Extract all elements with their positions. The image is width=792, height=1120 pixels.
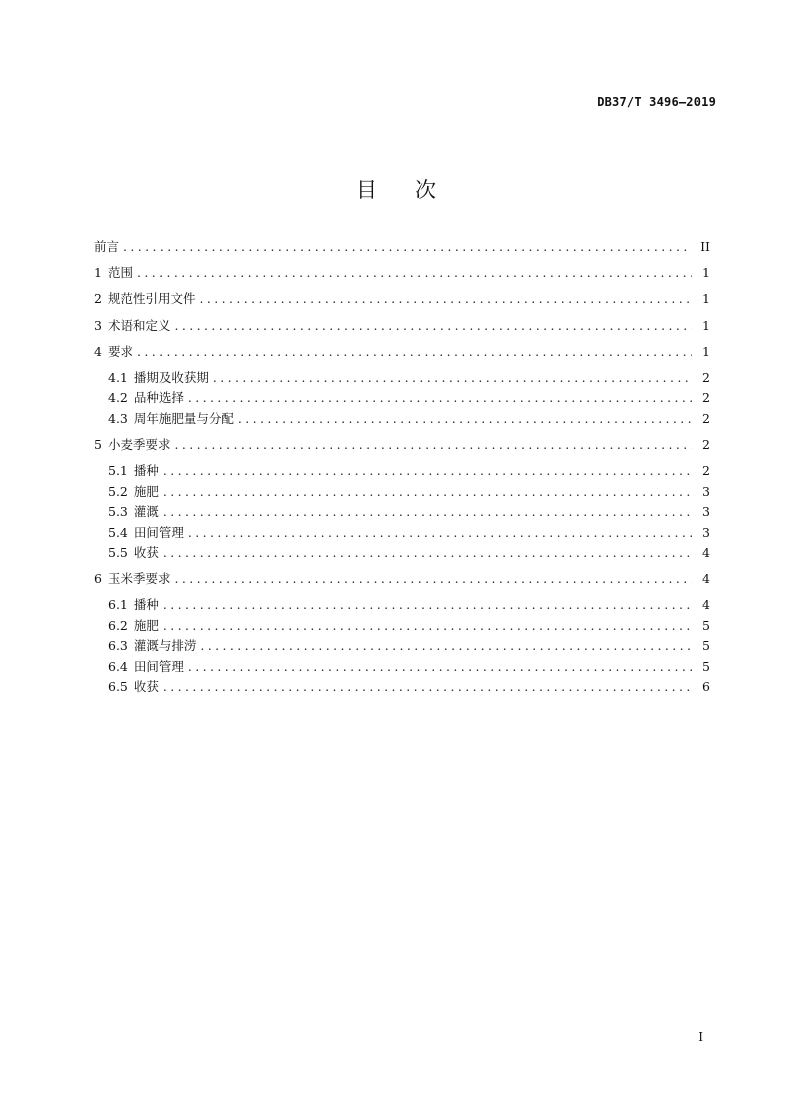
toc-entry-label: 播期及收获期 [133, 370, 209, 385]
toc-entry-number: 4.2 [108, 390, 128, 405]
toc-entry-page: 5 [702, 618, 710, 633]
toc-entry-5-3[interactable] [108, 503, 710, 521]
toc-entry-6-4[interactable] [108, 658, 710, 676]
toc-entry-6[interactable] [94, 570, 710, 588]
toc-entry-page: 2 [702, 411, 710, 426]
toc-entry-4-2[interactable] [108, 389, 710, 407]
toc-leader-dots [163, 678, 692, 696]
toc-entry-6-3[interactable] [108, 637, 710, 655]
toc-entry-3[interactable] [94, 317, 710, 335]
toc-entry-label: 范围 [107, 265, 133, 280]
toc-entry-label: 施肥 [133, 618, 159, 633]
toc-entry-number: 6.5 [108, 679, 128, 694]
toc-entry-label: 周年施肥量与分配 [133, 411, 234, 426]
toc-entry-number: 6.2 [108, 618, 128, 633]
toc-leader-dots [188, 658, 692, 676]
toc-entry-number: 4.3 [108, 411, 128, 426]
toc-entry-page: 4 [702, 545, 710, 560]
toc-entry-page: 4 [702, 571, 710, 586]
toc-leader-dots [163, 462, 692, 480]
toc-leader-dots [188, 524, 692, 542]
toc-entry-label: 玉米季要求 [107, 571, 171, 586]
toc-entry-page: 4 [702, 597, 710, 612]
toc-entry-number: 1 [94, 265, 102, 280]
toc-entry-number: 4 [94, 344, 102, 359]
toc-entry-page: 1 [702, 265, 710, 280]
toc-entry-label: 术语和定义 [107, 318, 171, 333]
toc-entry-5-5[interactable] [108, 544, 710, 562]
toc-entry-5-4[interactable] [108, 524, 710, 542]
toc-entry-5-1[interactable] [108, 462, 710, 480]
toc-entry-page: 2 [702, 463, 710, 478]
toc-entry-1[interactable] [94, 264, 710, 282]
toc-entry-foreword[interactable] [94, 238, 710, 256]
toc-entry-4-3[interactable] [108, 410, 710, 428]
toc-leader-dots [163, 596, 692, 614]
toc-entry-page: 5 [702, 659, 710, 674]
toc-entry-label: 施肥 [133, 484, 159, 499]
toc-entry-label: 收获 [133, 545, 159, 560]
toc-entry-6-5[interactable] [108, 678, 710, 696]
toc-entry-page: II [700, 239, 710, 254]
toc-entry-label: 要求 [107, 344, 133, 359]
toc-entry-number: 2 [94, 291, 102, 306]
title-char-2: 次 [415, 178, 436, 202]
toc-leader-dots [213, 369, 692, 387]
toc-entry-2[interactable] [94, 290, 710, 308]
page-title [0, 174, 792, 204]
toc-entry-number: 4.1 [108, 370, 128, 385]
toc-leader-dots [163, 544, 692, 562]
toc-entry-label: 播种 [133, 463, 159, 478]
toc-leader-dots [174, 436, 692, 454]
toc-entry-label: 前言 [94, 239, 120, 254]
toc-entry-number: 5.5 [108, 545, 128, 560]
toc-leader-dots [174, 317, 692, 335]
toc-entry-label: 灌溉与排涝 [133, 638, 197, 653]
toc-leader-dots [174, 570, 692, 588]
toc-entry-number: 6.3 [108, 638, 128, 653]
toc-leader-dots [238, 410, 692, 428]
toc-entry-number: 3 [94, 318, 102, 333]
toc-leader-dots [137, 343, 692, 361]
toc-leader-dots [163, 617, 692, 635]
toc-entry-page: 6 [702, 679, 710, 694]
toc-entry-label: 田间管理 [133, 525, 184, 540]
title-char-1: 目 [356, 178, 377, 202]
page-number: I [698, 1030, 703, 1044]
toc-entry-page: 3 [702, 484, 710, 499]
toc-leader-dots [163, 483, 692, 501]
toc-entry-6-1[interactable] [108, 596, 710, 614]
toc-leader-dots [137, 264, 692, 282]
document-number: DB37/T 3496—2019 [597, 95, 716, 109]
toc-leader-dots [163, 503, 692, 521]
toc-entry-4[interactable] [94, 343, 710, 361]
toc-entry-page: 1 [702, 318, 710, 333]
toc-entry-label: 灌溉 [133, 504, 159, 519]
toc-entry-6-2[interactable] [108, 617, 710, 635]
toc-entry-number: 5.1 [108, 463, 128, 478]
toc-entry-4-1[interactable] [108, 369, 710, 387]
toc-entry-page: 2 [702, 390, 710, 405]
toc-entry-label: 田间管理 [133, 659, 184, 674]
toc-entry-label: 收获 [133, 679, 159, 694]
toc-entry-number: 6.4 [108, 659, 128, 674]
toc-entry-page: 2 [702, 437, 710, 452]
toc-entry-label: 品种选择 [133, 390, 184, 405]
toc-entry-page: 3 [702, 525, 710, 540]
toc-entry-page: 1 [702, 344, 710, 359]
toc-entry-page: 5 [702, 638, 710, 653]
toc-entry-page: 2 [702, 370, 710, 385]
toc-leader-dots [188, 389, 692, 407]
toc-entry-label: 小麦季要求 [107, 437, 171, 452]
toc-leader-dots [123, 238, 692, 256]
toc-entry-number: 5.4 [108, 525, 128, 540]
toc-entry-label: 规范性引用文件 [107, 291, 196, 306]
toc-entry-number: 6.1 [108, 597, 128, 612]
toc-entry-page: 1 [702, 291, 710, 306]
toc-entry-number: 5.3 [108, 504, 128, 519]
toc-leader-dots [199, 290, 692, 308]
toc-leader-dots [200, 637, 692, 655]
toc-entry-number: 5 [94, 437, 102, 452]
toc-entry-5-2[interactable] [108, 483, 710, 501]
toc-entry-number: 5.2 [108, 484, 128, 499]
toc-entry-page: 3 [702, 504, 710, 519]
toc-entry-number: 6 [94, 571, 102, 586]
toc-entry-5[interactable] [94, 436, 710, 454]
toc-entry-label: 播种 [133, 597, 159, 612]
